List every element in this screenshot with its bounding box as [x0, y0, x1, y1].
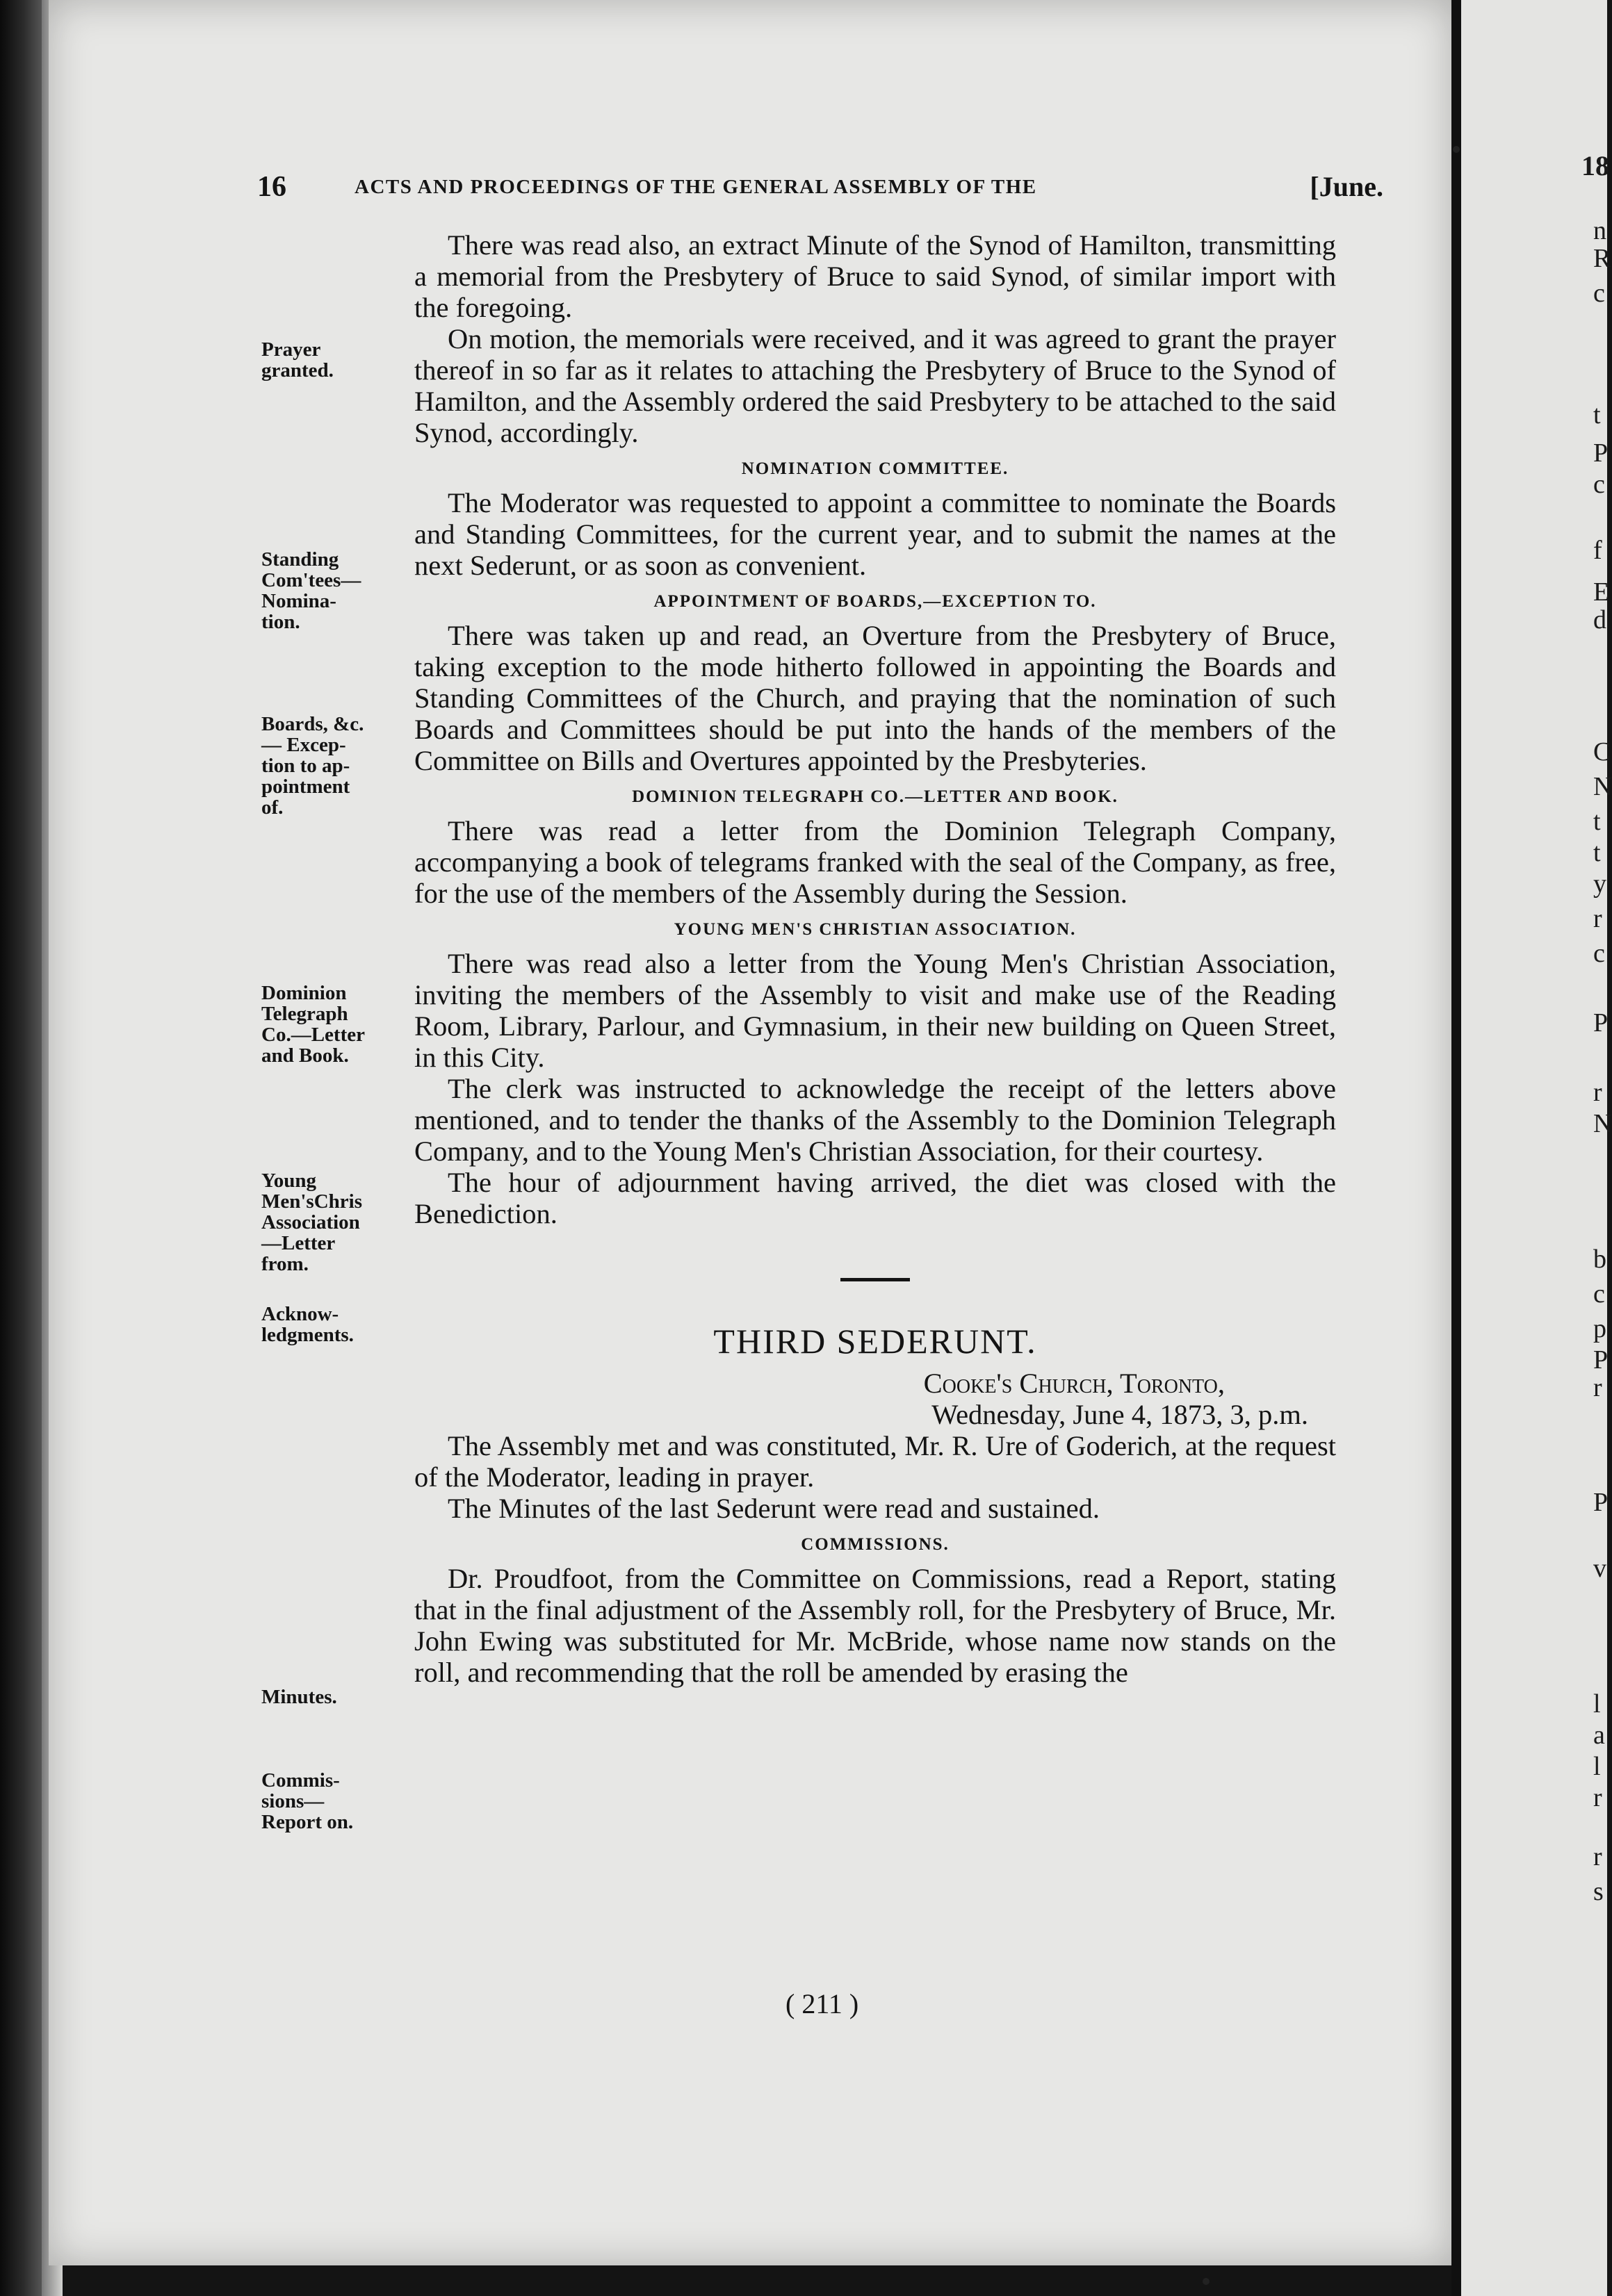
paragraph-synod-extract: There was read also, an extract Minute of the Synod of Hamilton, transmitting a memorial from the Presbytery of Bruce to said Synod, of similar import with the foregoing. — [414, 229, 1336, 323]
facing-page-letter: p — [1593, 1314, 1606, 1343]
facing-page-letter: a — [1593, 1721, 1605, 1750]
header-page-number: 16 — [257, 171, 286, 203]
margin-note-ymca-letter: Young Men'sChris Association —Letter from. — [261, 1170, 362, 1275]
facing-page-letter: l — [1593, 1752, 1601, 1781]
paragraph-adjournment: The hour of adjournment having arrived, the diet was closed with the Benediction. — [414, 1167, 1336, 1229]
running-header — [257, 170, 1383, 205]
footer-page-number: ( 211 ) — [785, 1988, 859, 2019]
heading-nomination-committee: NOMINATION COMMITTEE. — [741, 459, 1009, 478]
header-title: ACTS AND PROCEEDINGS OF THE GENERAL ASSEMBLY OF THE — [355, 176, 1037, 198]
facing-page-letter: c — [1593, 279, 1605, 308]
margin-note-dominion-telegraph: Dominion Telegraph Co.—Letter and Book. — [261, 982, 365, 1067]
page-divider — [1451, 0, 1461, 2296]
facing-page-letter: r — [1593, 1783, 1602, 1812]
facing-page-letter: c — [1593, 470, 1605, 499]
facing-page-letter: c — [1593, 939, 1605, 968]
section-rule — [840, 1278, 910, 1281]
facing-page-letter: r — [1593, 1842, 1602, 1871]
facing-page-letter: E — [1593, 577, 1610, 607]
heading-appointment-of-boards: APPOINTMENT OF BOARDS,—EXCEPTION TO. — [653, 592, 1097, 611]
paragraph-commissions-report: Dr. Proudfoot, from the Committee on Commissions, read a Report, stating that in the final adjustment of the Assembly roll, for the Presbytery of Bruce, Mr. John Ewing was substituted for Mr. McBride, whose name now stands on the roll, and recommending that the roll be amended by erasing the — [414, 1563, 1336, 1688]
facing-page-letter: C — [1593, 737, 1611, 766]
paragraph-telegraph-letter: There was read a letter from the Dominion Telegraph Company, accompanying a book of telegrams franked with the seal of the Company, as free, for the use of the members of the Assembly during the Session. — [414, 815, 1336, 909]
paragraph-assembly-met: The Assembly met and was constituted, Mr. R. Ure of Goderich, at the request of the Moderator, leading in prayer. — [414, 1430, 1336, 1493]
facing-page-letter: r — [1593, 1078, 1602, 1107]
margin-note-acknowledgments: Acknow- ledgments. — [261, 1303, 354, 1346]
facing-page-letter: v — [1593, 1554, 1606, 1583]
facing-page-letter: y — [1593, 869, 1606, 899]
facing-page-letter: d — [1593, 605, 1606, 634]
page-body — [414, 229, 1336, 1688]
place-line: Cooke's Church, Toronto, — [923, 1368, 1225, 1399]
facing-page-letter: t — [1593, 838, 1601, 867]
facing-page-letter: t — [1593, 807, 1601, 836]
date-line: Wednesday, June 4, 1873, 3, p.m. — [931, 1399, 1308, 1430]
binding-gutter — [0, 0, 42, 2296]
facing-page-letter: N — [1593, 1109, 1612, 1138]
facing-page-letter: P — [1593, 1345, 1609, 1375]
facing-page-letter: s — [1593, 1877, 1604, 1906]
facing-page-letter: R — [1593, 244, 1611, 273]
margin-note-commissions-report: Commis- sions— Report on. — [261, 1769, 354, 1833]
facing-page-letter: n — [1593, 216, 1606, 245]
facing-page-letter: r — [1593, 904, 1602, 933]
margin-note-standing-committees: Standing Com'tees— Nomina- tion. — [261, 548, 361, 633]
paragraph-prayer-granted: On motion, the memorials were received, and it was agreed to grant the prayer thereof in so far as it relates to attaching the Presbytery of Bruce to the Synod of Hamilton, and the Assembly ordered the said Presbytery to be attached to the said Synod, accordingly. — [414, 323, 1336, 448]
facing-page-letter: P — [1593, 1488, 1609, 1517]
header-month: [June. — [1310, 171, 1383, 202]
paragraph-nomination: The Moderator was requested to appoint a committee to nominate the Boards and Standing Committees, for the current year, and to submit the names at the next Sederunt, or as soon as convenient. — [414, 487, 1336, 581]
paragraph-ymca-letter: There was read also a letter from the Young Men's Christian Association, inviting the members of the Assembly to visit and make use of the Reading Room, Library, Parlour, and Gymnasium, in their new building on Queen Street, in this City. — [414, 948, 1336, 1073]
facing-page-letter: P — [1593, 1008, 1609, 1038]
heading-dominion-telegraph: DOMINION TELEGRAPH CO.—LETTER AND BOOK. — [632, 787, 1118, 806]
facing-page-letter: l — [1593, 1689, 1601, 1719]
facing-page-letter: P — [1593, 438, 1609, 468]
facing-page-letter: b — [1593, 1245, 1606, 1274]
heading-ymca: YOUNG MEN'S CHRISTIAN ASSOCIATION. — [674, 920, 1077, 939]
ink-mark — [1453, 146, 1460, 153]
facing-page-letter: t — [1593, 400, 1601, 429]
paragraph-acknowledgments: The clerk was instructed to acknowledge the receipt of the letters above mentioned, and to tender the thanks of the Assembly to the Dominion Telegraph Company, and to the Young Men's Christian Association, for their courtesy. — [414, 1073, 1336, 1167]
margin-note-minutes: Minutes. — [261, 1686, 337, 1708]
facing-page-letter: N — [1593, 772, 1612, 801]
margin-note-prayer-granted: Prayer granted. — [261, 338, 334, 382]
facing-page-letter: c — [1593, 1279, 1605, 1309]
paragraph-overture-bruce: There was taken up and read, an Overture from the Presbytery of Bruce, taking exception to the mode hitherto followed in appointing the Boards and Standing Committees of the Church, and praying that the nomination of such Boards and Committees should be put into the hands of the members of the Committee on Bills and Overtures appointed by the Presbyteries. — [414, 620, 1336, 776]
heading-commissions: COMMISSIONS. — [801, 1535, 950, 1554]
paragraph-minutes-sustained: The Minutes of the last Sederunt were read and sustained. — [448, 1493, 1100, 1524]
facing-page-edge — [1461, 0, 1610, 2296]
facing-page-letter: f — [1593, 536, 1602, 565]
heading-third-sederunt: THIRD SEDERUNT. — [713, 1322, 1037, 1361]
facing-page-letter: r — [1593, 1373, 1602, 1402]
margin-note-boards-exception: Boards, &c. — Excep- tion to ap- pointment of. — [261, 713, 364, 819]
ink-mark — [1203, 2278, 1210, 2285]
facing-page-letter: 18 — [1581, 150, 1609, 181]
